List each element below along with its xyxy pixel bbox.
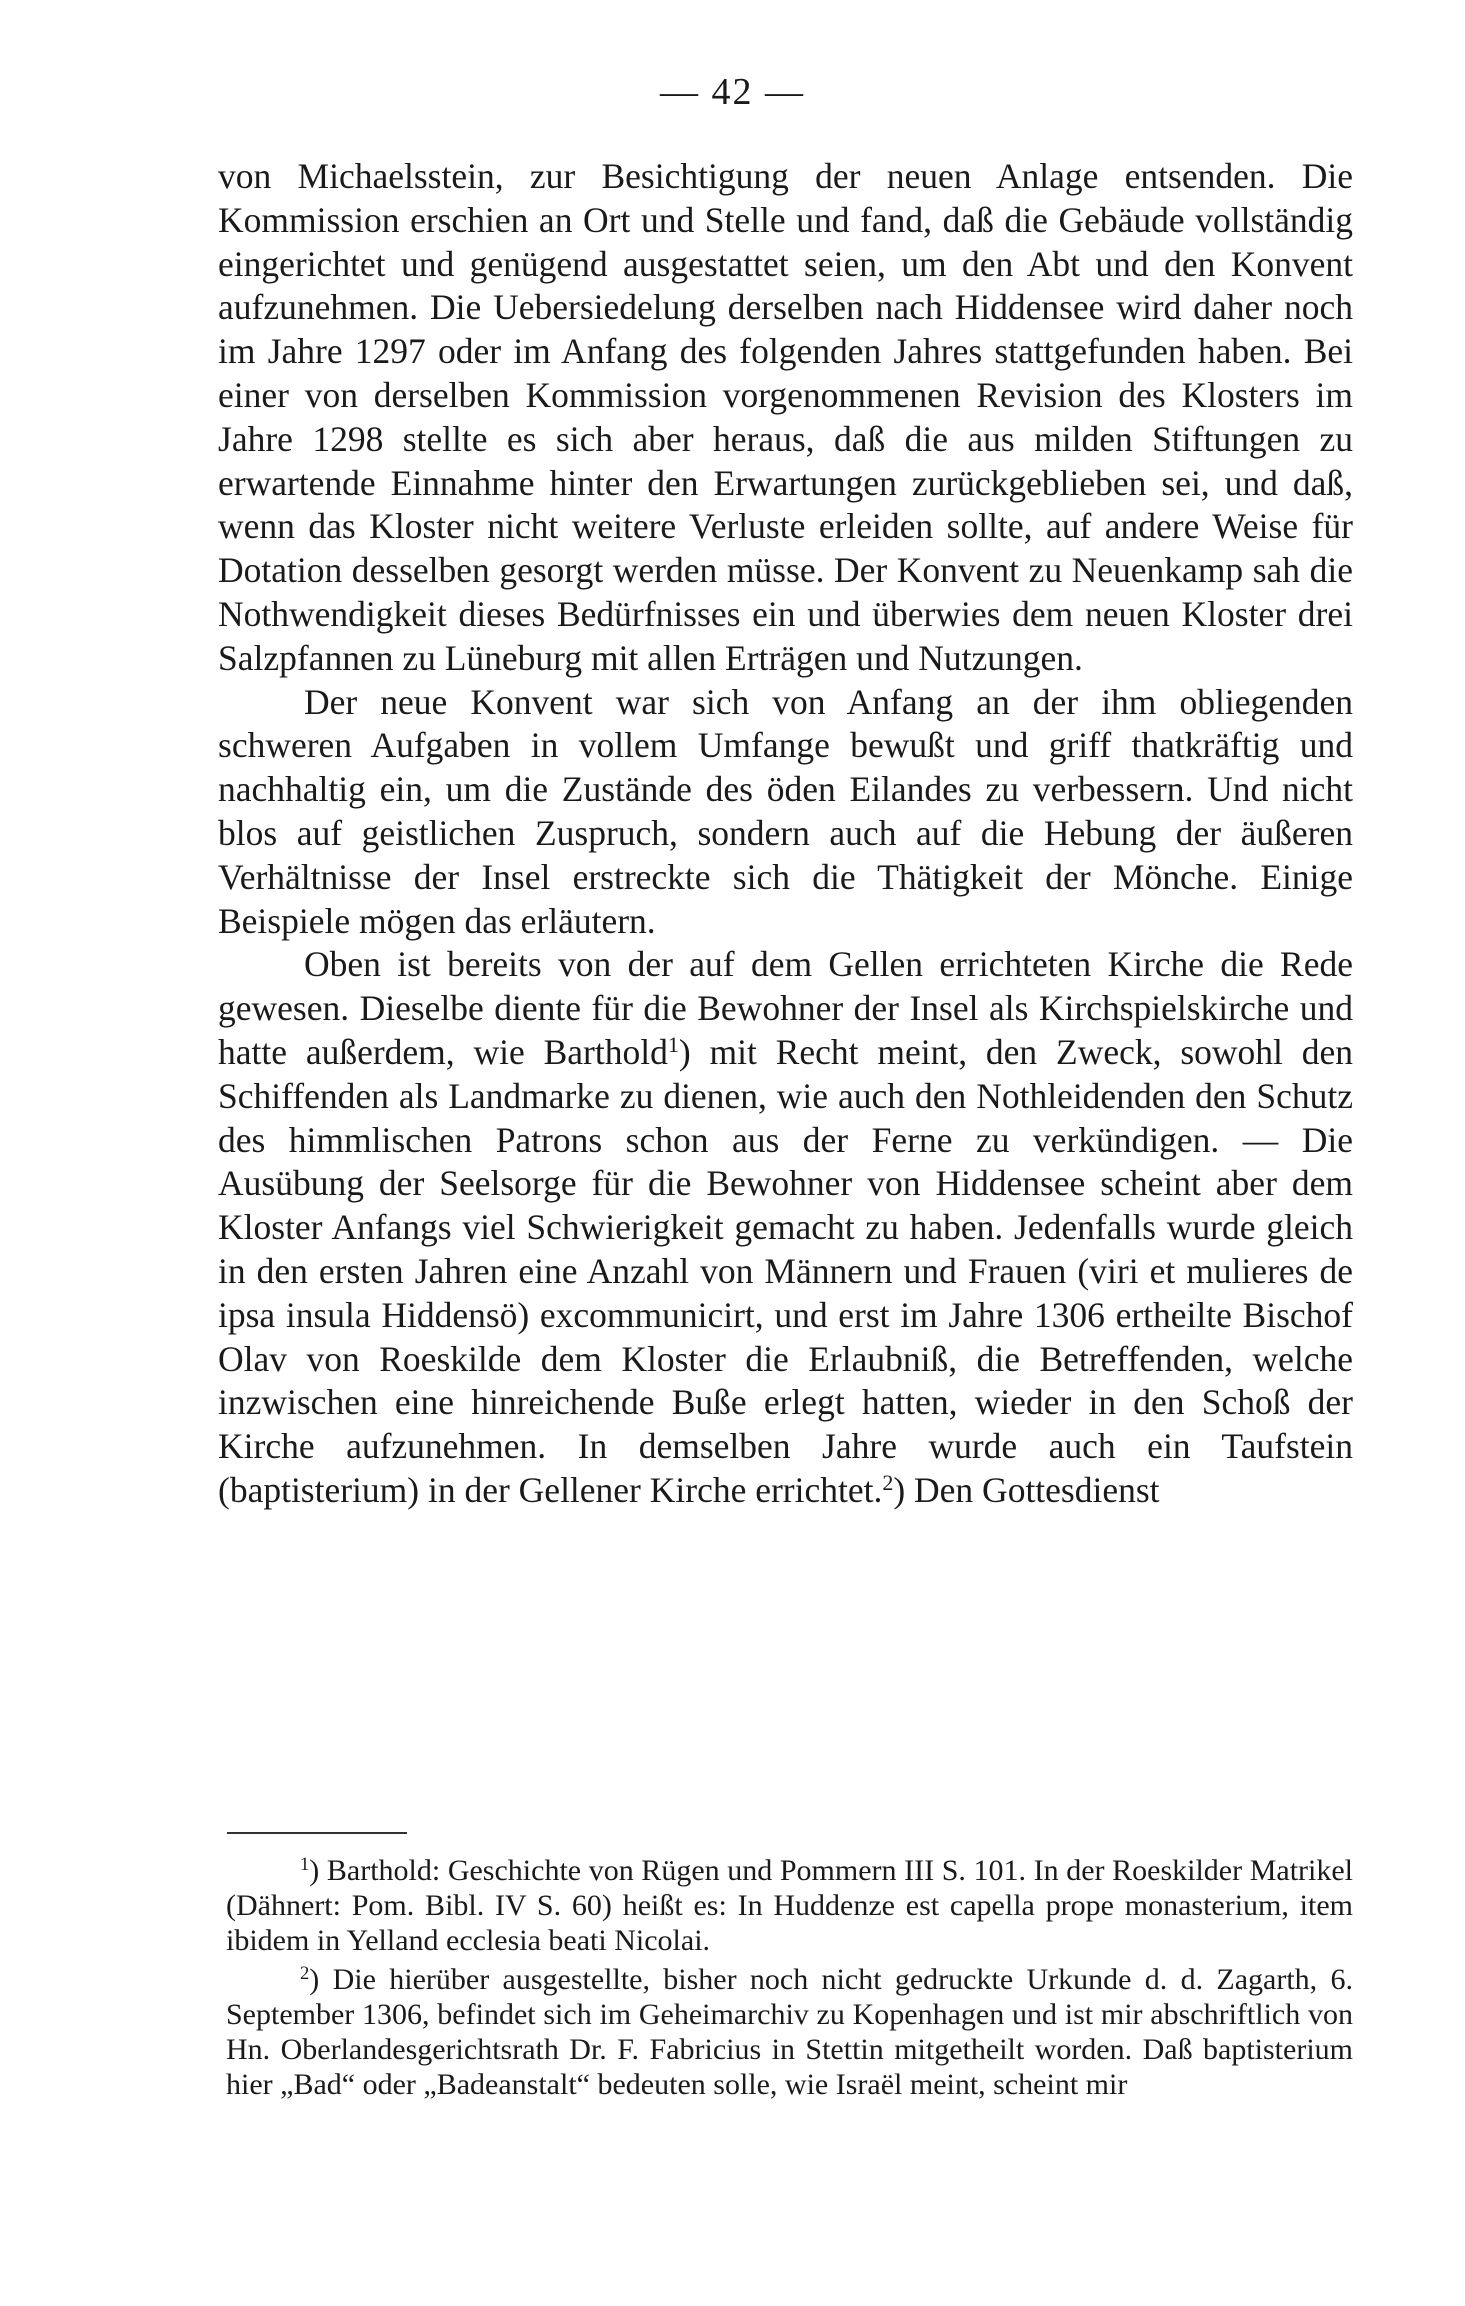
footnote-2 [226, 1962, 1353, 2103]
footnote-1 [226, 1853, 1353, 1959]
main-text [218, 155, 1353, 1513]
footnote-2-mark: 2 [300, 1962, 310, 1984]
page-number: — 42 — [660, 71, 805, 113]
paragraph-3-part-3: ) Den Gottesdienst [893, 1469, 1160, 1510]
footnotes [226, 1853, 1353, 2102]
footnote-reference-1: 1 [667, 1031, 679, 1057]
paragraph-3 [218, 943, 1353, 1512]
footnote-reference-2: 2 [882, 1469, 894, 1495]
footnote-1-text: ) Barthold: Geschichte von Rügen und Pommern III S. 101. In der Roeskilder Matrikel (Dähnert: Pom. Bibl. IV S. 60) heißt es: In Huddenze est capella prope monasterium, item ibidem in Yelland ecclesia beati Nicolai. [226, 1854, 1353, 1958]
paragraph-3-part-2: ) mit Recht meint, den Zweck, sowohl den Schiffenden als Landmarke zu dienen, wie auch den Nothleidenden den Schutz des himmlischen Patrons schon aus der Ferne zu verkündigen. — Die Ausübung der Seelsorge für die Bewohner von Hiddensee scheint aber dem Kloster Anfangs viel Schwierigkeit gemacht zu haben. Jedenfalls wurde gleich in den ersten Jahren eine Anzahl von Männern und Frauen (viri et mulieres de ipsa insula Hiddensö) excommunicirt, und erst im Jahre 1306 ertheilte Bischof Olav von Roeskilde dem Kloster die Erlaubniß, die Betreffenden, welche inzwischen eine hinreichende Buße erlegt hatten, wieder in den Schoß der Kirche aufzunehmen. In demselben Jahre wurde auch ein Taufstein (baptisterium) in der Gellener Kirche errichtet. [218, 1031, 1354, 1510]
footnote-separator-rule [227, 1832, 407, 1834]
footnote-2-text: ) Die hierüber ausgestellte, bisher noch nicht gedruckte Urkunde d. d. Zagarth, 6. September 1306, befindet sich im Geheimarchiv zu Kopenhagen und ist mir abschriftlich von Hn. Oberlandesgerichtsrath Dr. F. Fabricius in Stettin mitgetheilt worden. Daß baptisterium hier „Bad“ oder „Badeanstalt“ bedeuten solle, wie Israël meint, scheint mir [226, 1962, 1353, 2102]
paragraph-1: von Michaelsstein, zur Besichtigung der neuen Anlage entsenden. Die Kommission erschien an Ort und Stelle und fand, daß die Gebäude vollständig eingerichtet und genügend ausgestattet seien, um den Abt und den Konvent aufzunehmen. Die Uebersiedelung derselben nach Hiddensee wird daher noch im Jahre 1297 oder im Anfang des folgenden Jahres stattgefunden haben. Bei einer von derselben Kommission vorgenommenen Revision des Klosters im Jahre 1298 stellte es sich aber heraus, daß die aus milden Stiftungen zu erwartende Einnahme hinter den Erwartungen zurückgeblieben sei, und daß, wenn das Kloster nicht weitere Verluste erleiden sollte, auf andere Weise für Dotation desselben gesorgt werden müsse. Der Konvent zu Neuenkamp sah die Nothwendigkeit dieses Bedürfnisses ein und überwies dem neuen Kloster drei Salzpfannen zu Lüneburg mit allen Erträgen und Nutzungen. [218, 156, 1353, 678]
paragraph-2: Der neue Konvent war sich von Anfang an der ihm obliegenden schweren Aufgaben in vollem Umfange bewußt und griff thatkräftig und nachhaltig ein, um die Zustände des öden Eilandes zu verbessern. Und nicht blos auf geistlichen Zuspruch, sondern auch auf die Hebung der äußeren Verhältnisse der Insel erstreckte sich die Thätigkeit der Mönche. Einige Beispiele mögen das erläutern. [218, 681, 1353, 941]
paragraph-3-part-1: Oben ist bereits von der auf dem Gellen errichteten Kirche die Rede gewesen. Dieselbe diente für die Bewohner der Insel als Kirchspielskirche und hatte außerdem, wie Barthold [218, 944, 1353, 1072]
footnote-1-mark: 1 [300, 1853, 310, 1875]
